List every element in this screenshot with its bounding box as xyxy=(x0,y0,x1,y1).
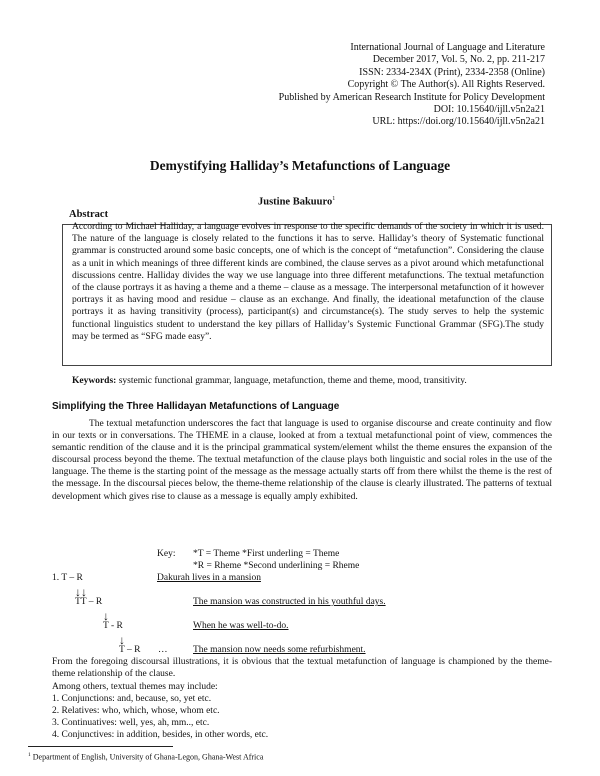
section-paragraph-2: From the foregoing discoursal illustrations, it is obvious that the textual metafunction of language is championed by the theme-theme relationship of the clause. xyxy=(52,657,552,680)
illustration-row-4-label: T – R xyxy=(119,645,141,655)
list-item: 2. Relatives: who, which, whose, whom etc. xyxy=(52,706,220,716)
arrow-down-double-icon: ↓↓ xyxy=(75,585,87,599)
illustration-row-4-ellipsis: … xyxy=(158,645,168,655)
illustration-row-1-text: Dakurah lives in a mansion xyxy=(157,573,261,583)
header-line-copyright: Copyright © The Author(s). All Rights Reserved. xyxy=(347,79,545,91)
section-paragraph-1: The textual metafunction underscores the fact that language is used to organise discourse and create continuity and flow in our texts or in conversations. The THEME in a clause, looked at from a textual metafunctional point of view, commences the semantic rendition of the clause and it is the principal grammatical system/element whilst the theme ensures the expansion of the discoursal process beyond the theme. The textual metafunction of the clause plays both linguistic and social roles in the use of the language. The theme is the starting point of the message as the message actually starts off from there whilst the theme is the rest of the message. In the discoursal pieces below, the theme-theme relationship of the clause is clearly illustrated. The patterns of textual development which gives rise to clause as a message is equally amply exhibited. xyxy=(52,419,552,502)
illustration-row-3-label: T - R xyxy=(103,621,123,631)
footnote-mark: 1 xyxy=(28,752,31,758)
journal-header xyxy=(279,42,545,129)
illustration-row-2-text: The mansion was constructed in his youthful days. xyxy=(193,597,386,607)
paper-title: Demystifying Halliday’s Metafunctions of Language xyxy=(149,158,451,173)
author xyxy=(258,196,335,208)
illustration-row-1-label: 1. T – R xyxy=(52,573,83,583)
author-footnote-mark: 1 xyxy=(332,196,336,202)
arrow-down-icon: ↓ xyxy=(103,609,109,623)
header-line-url[interactable]: URL: https://doi.org/10.15640/ijll.v5n2a21 xyxy=(372,116,545,128)
keywords xyxy=(72,376,467,386)
header-line-issn: ISSN: 2334-234X (Print), 2334-2358 (Online) xyxy=(359,66,545,78)
key-label: Key: xyxy=(157,549,176,559)
author-name: Justine Bakuuro xyxy=(258,196,333,208)
header-line-publisher: Published by American Research Institute for Policy Development xyxy=(278,91,545,103)
abstract-heading: Abstract xyxy=(69,209,109,220)
header-line-doi: DOI: 10.15640/ijll.v5n2a21 xyxy=(433,104,545,116)
list-item: 4. Conjunctives: in addition, besides, in other words, etc. xyxy=(52,730,269,740)
keywords-label: Keywords: xyxy=(72,376,117,386)
arrow-down-icon: ↓ xyxy=(119,633,125,647)
key-line-1: *T = Theme *First underling = Theme xyxy=(193,549,340,559)
list-intro: Among others, textual themes may include: xyxy=(52,682,218,692)
abstract-text: According to Michael Halliday, a language evolves in response to the specific demands of the society in which it is used. The nature of the language is closely related to the functions it has to serve. Halliday’s theory of Systematic functional grammar is constructed around some basic concepts, one of which is the concept of “metafunction”. Considering the clause as a unit in which meanings of three different kinds are combined, the clause serves as a pivot around which metafunctional discussions centre. Halliday divides the way we use language into three different metafunctions. The textual metafunction of the clause portrays it as having a theme and a theme – clause as a message. The interpersonal metafunction of it however portrays it as having mood and residue – clause as an exchange. And finally, the ideational metafunction of the clause portrays it as having transitivity (process), participant(s) and circumstance(s). The study serves to help the systemic functional linguistics student to understand the key pillars of Halliday’s Systemic Functional Grammar (SFG).The study may be termed as “SFG made easy”. xyxy=(72,222,544,342)
header-line-issue: December 2017, Vol. 5, No. 2, pp. 211-217 xyxy=(372,54,545,66)
footnote xyxy=(28,752,263,762)
header-line-journal: International Journal of Language and Literature xyxy=(350,42,545,53)
footnote-text: Department of English, University of Ghana-Legon, Ghana-West Africa xyxy=(32,752,264,762)
section-heading: Simplifying the Three Hallidayan Metafunctions of Language xyxy=(52,401,340,412)
list-item: 3. Continuatives: well, yes, ah, mm.., etc. xyxy=(52,718,210,728)
footnote-divider xyxy=(28,746,173,747)
illustration-row-2-label: TT – R xyxy=(75,597,103,607)
illustration-row-4-text: The mansion now needs some refurbishment. xyxy=(193,645,366,655)
list-item: 1. Conjunctions: and, because, so, yet etc. xyxy=(52,694,212,704)
key-line-2: *R = Rheme *Second underlining = Rheme xyxy=(193,561,360,571)
illustration-row-3-text: When he was well-to-do. xyxy=(193,621,289,631)
keywords-text: systemic functional grammar, language, metafunction, theme and theme, mood, transitivity. xyxy=(118,376,467,386)
